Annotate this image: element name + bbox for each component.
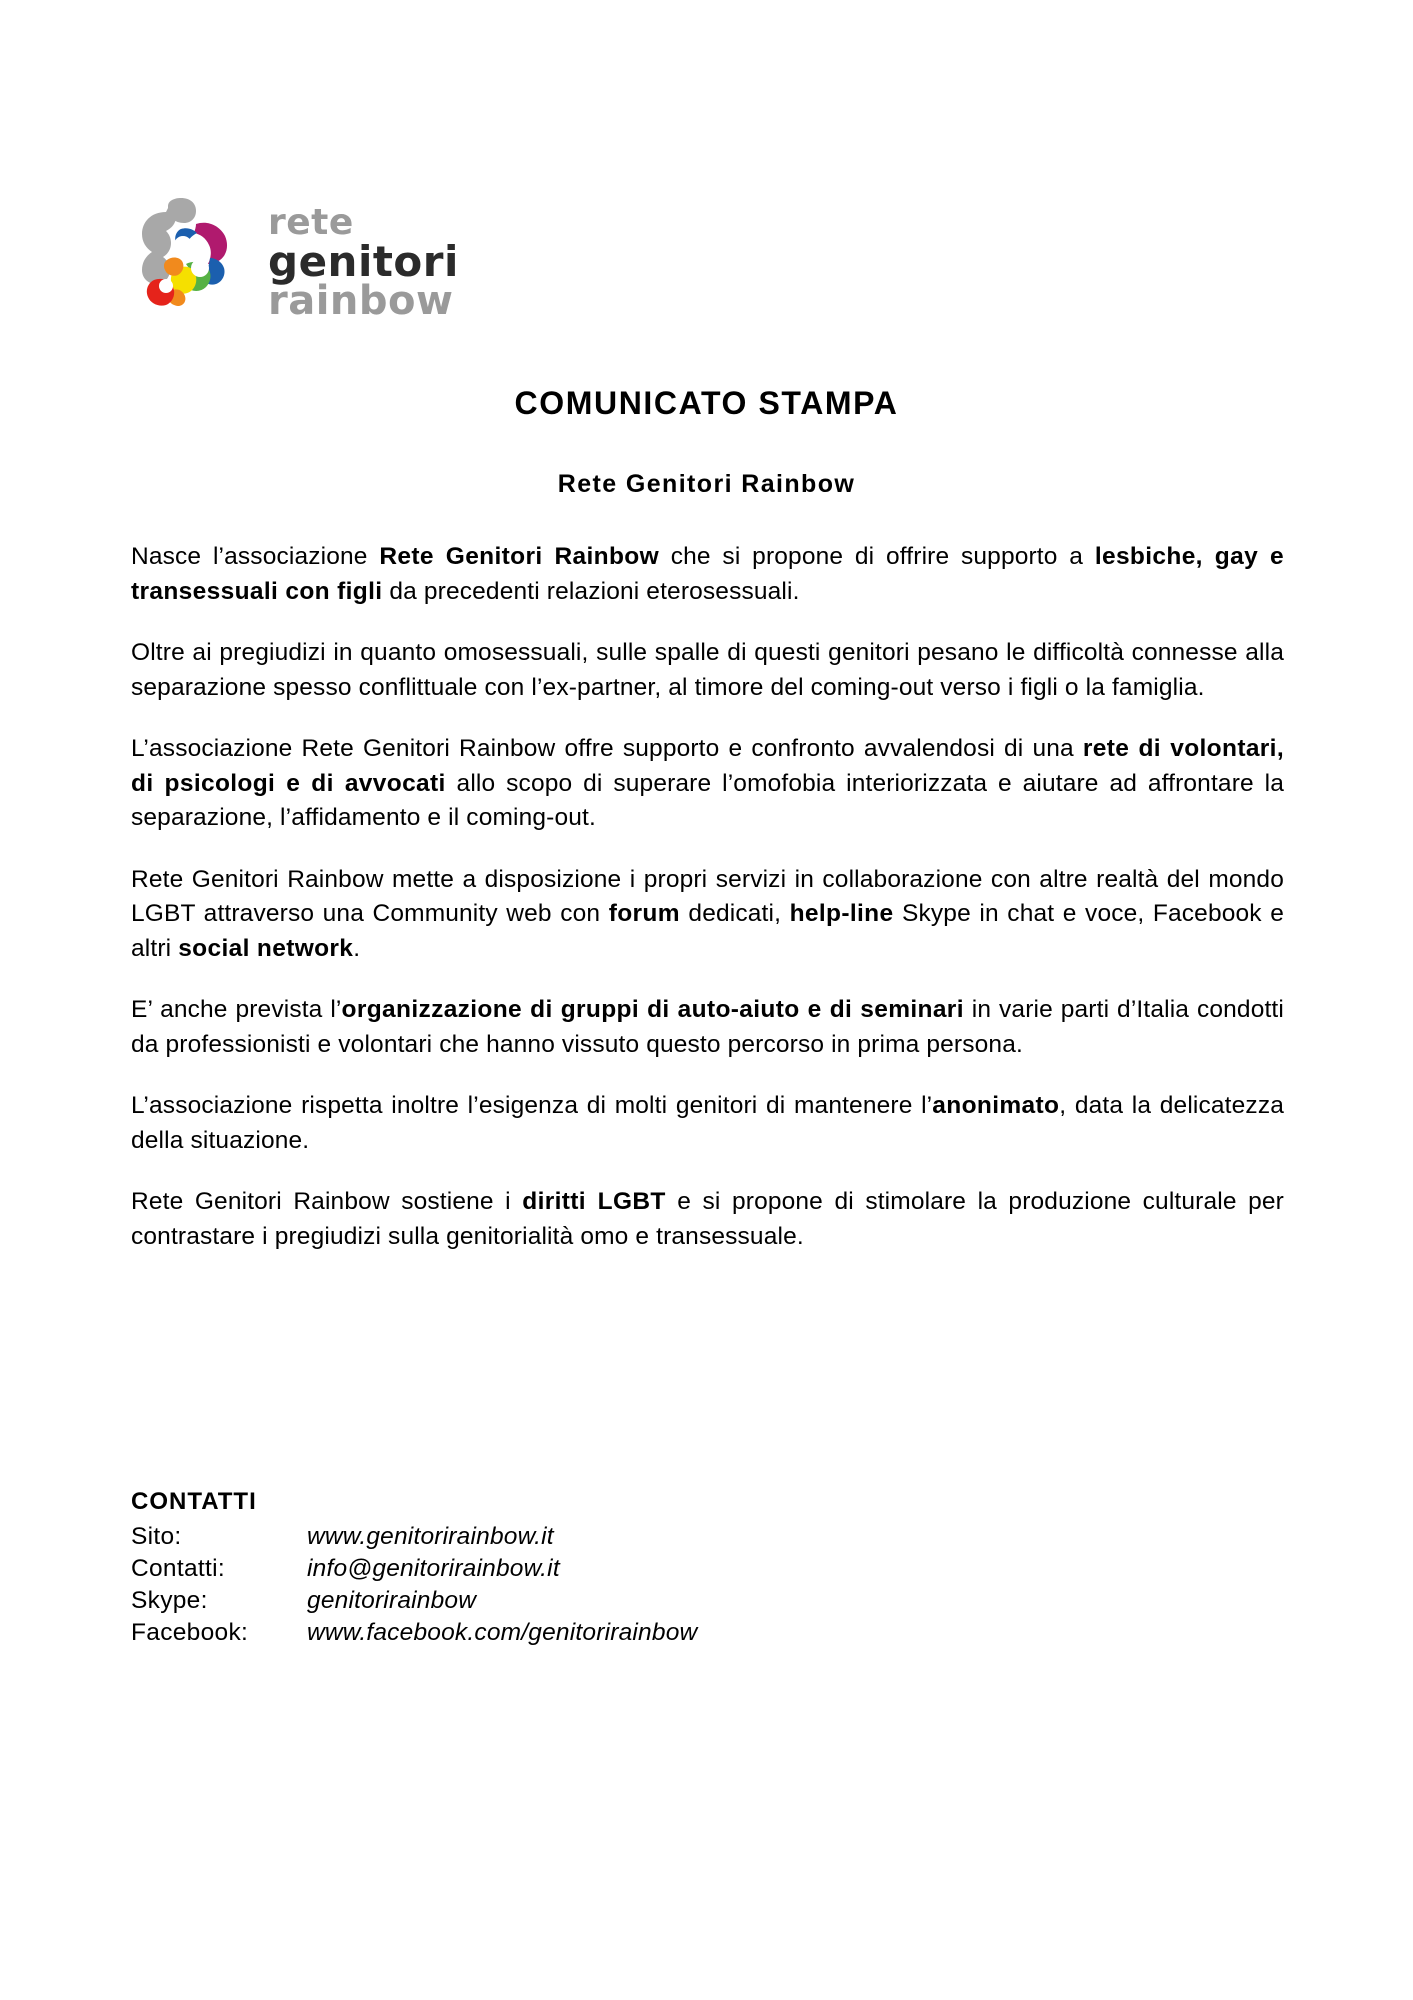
logo-word-rete: rete — [268, 202, 354, 243]
contact-label: Sito: — [131, 1523, 182, 1550]
body-text: Rete Genitori Rainbow mette a disposizione i propri servizi in collaborazione con altre realtà del mondo LGBT attraverso una Community web con — [131, 865, 1284, 927]
document-body — [131, 540, 1284, 1254]
body-text: allo scopo di superare l’omofobia interiorizzata e aiutare ad affrontare la separazione, l’affidamento e il coming-out. — [131, 769, 1285, 831]
body-text: da precedenti relazioni eterosessuali. — [382, 577, 800, 605]
contact-row — [131, 1553, 831, 1585]
emphasis-text: rete di volontari, di psicologi e di avvocati — [131, 735, 1284, 797]
contact-row — [131, 1617, 831, 1649]
page-title: COMUNICATO STAMPA — [514, 385, 899, 421]
body-paragraph — [131, 863, 1284, 967]
contact-value[interactable]: www.facebook.com/genitorirainbow — [307, 1619, 698, 1646]
contact-row — [131, 1521, 831, 1553]
emphasis-text: Rete Genitori Rainbow — [379, 543, 659, 570]
body-text: Oltre ai pregiudizi in quanto omosessuali, sulle spalle di questi genitori pesano le difficoltà connesse alla separazione spesso conflittuale con l’ex-partner, al timore del coming-out verso i figli o la famiglia. — [131, 639, 1284, 701]
body-text: L’associazione Rete Genitori Rainbow offre supporto e confronto avvalendosi di una — [131, 735, 1083, 762]
body-text: e si propone di stimolare la produzione culturale per contrastare i pregiudizi sulla genitorialità omo e transessuale. — [131, 1188, 1284, 1250]
logo-wordmark — [268, 202, 459, 325]
contact-value[interactable]: genitorirainbow — [307, 1587, 477, 1614]
logo-word-rainbow: rainbow — [268, 278, 454, 325]
body-paragraph — [131, 636, 1284, 705]
contact-label: Contatti: — [131, 1555, 225, 1582]
body-text: dedicati, — [679, 900, 790, 927]
organization-logo — [138, 198, 459, 325]
body-text: in varie parti d’Italia condotti da professionisti e volontari che hanno vissuto questo percorso in prima persona. — [131, 996, 1284, 1058]
body-text: che si propone di offrire supporto a — [658, 543, 1095, 570]
contact-row — [131, 1585, 831, 1617]
emphasis-text: anonimato — [932, 1092, 1060, 1119]
body-text: . — [353, 934, 361, 962]
emphasis-text: help-line — [789, 900, 894, 927]
body-paragraph — [131, 1185, 1284, 1254]
contact-label: Skype: — [131, 1587, 208, 1614]
body-text: L’associazione rispetta inoltre l’esigenza di molti genitori di mantenere l’ — [131, 1092, 933, 1119]
body-paragraph — [131, 540, 1284, 609]
body-paragraph — [131, 1089, 1284, 1158]
logo-word-genitori: genitori — [268, 236, 459, 286]
rainbow-cloud-logo-icon — [138, 198, 242, 306]
body-text: , data la delicatezza della situazione. — [131, 1092, 1284, 1154]
body-text: Skype in chat e voce, Facebook e altri — [131, 900, 1284, 962]
emphasis-text: forum — [608, 900, 680, 927]
emphasis-text: diritti LGBT — [522, 1188, 666, 1215]
contact-value[interactable]: www.genitorirainbow.it — [307, 1523, 554, 1550]
contact-label: Facebook: — [131, 1619, 249, 1646]
emphasis-text: social network — [178, 934, 354, 962]
contacts-section — [131, 1488, 831, 1649]
body-text: Rete Genitori Rainbow sostiene i — [131, 1188, 523, 1215]
body-paragraph — [131, 993, 1284, 1062]
contacts-heading: CONTATTI — [131, 1488, 257, 1515]
page-subtitle: Rete Genitori Rainbow — [557, 470, 856, 498]
contact-value[interactable]: info@genitorirainbow.it — [307, 1555, 560, 1582]
body-text: Nasce l’associazione — [131, 543, 380, 570]
emphasis-text: lesbiche, gay e transessuali con figli — [131, 543, 1284, 605]
body-paragraph — [131, 732, 1284, 836]
emphasis-text: organizzazione di gruppi di auto-aiuto e di seminari — [341, 996, 964, 1023]
body-text: E’ anche prevista l’ — [131, 996, 342, 1023]
